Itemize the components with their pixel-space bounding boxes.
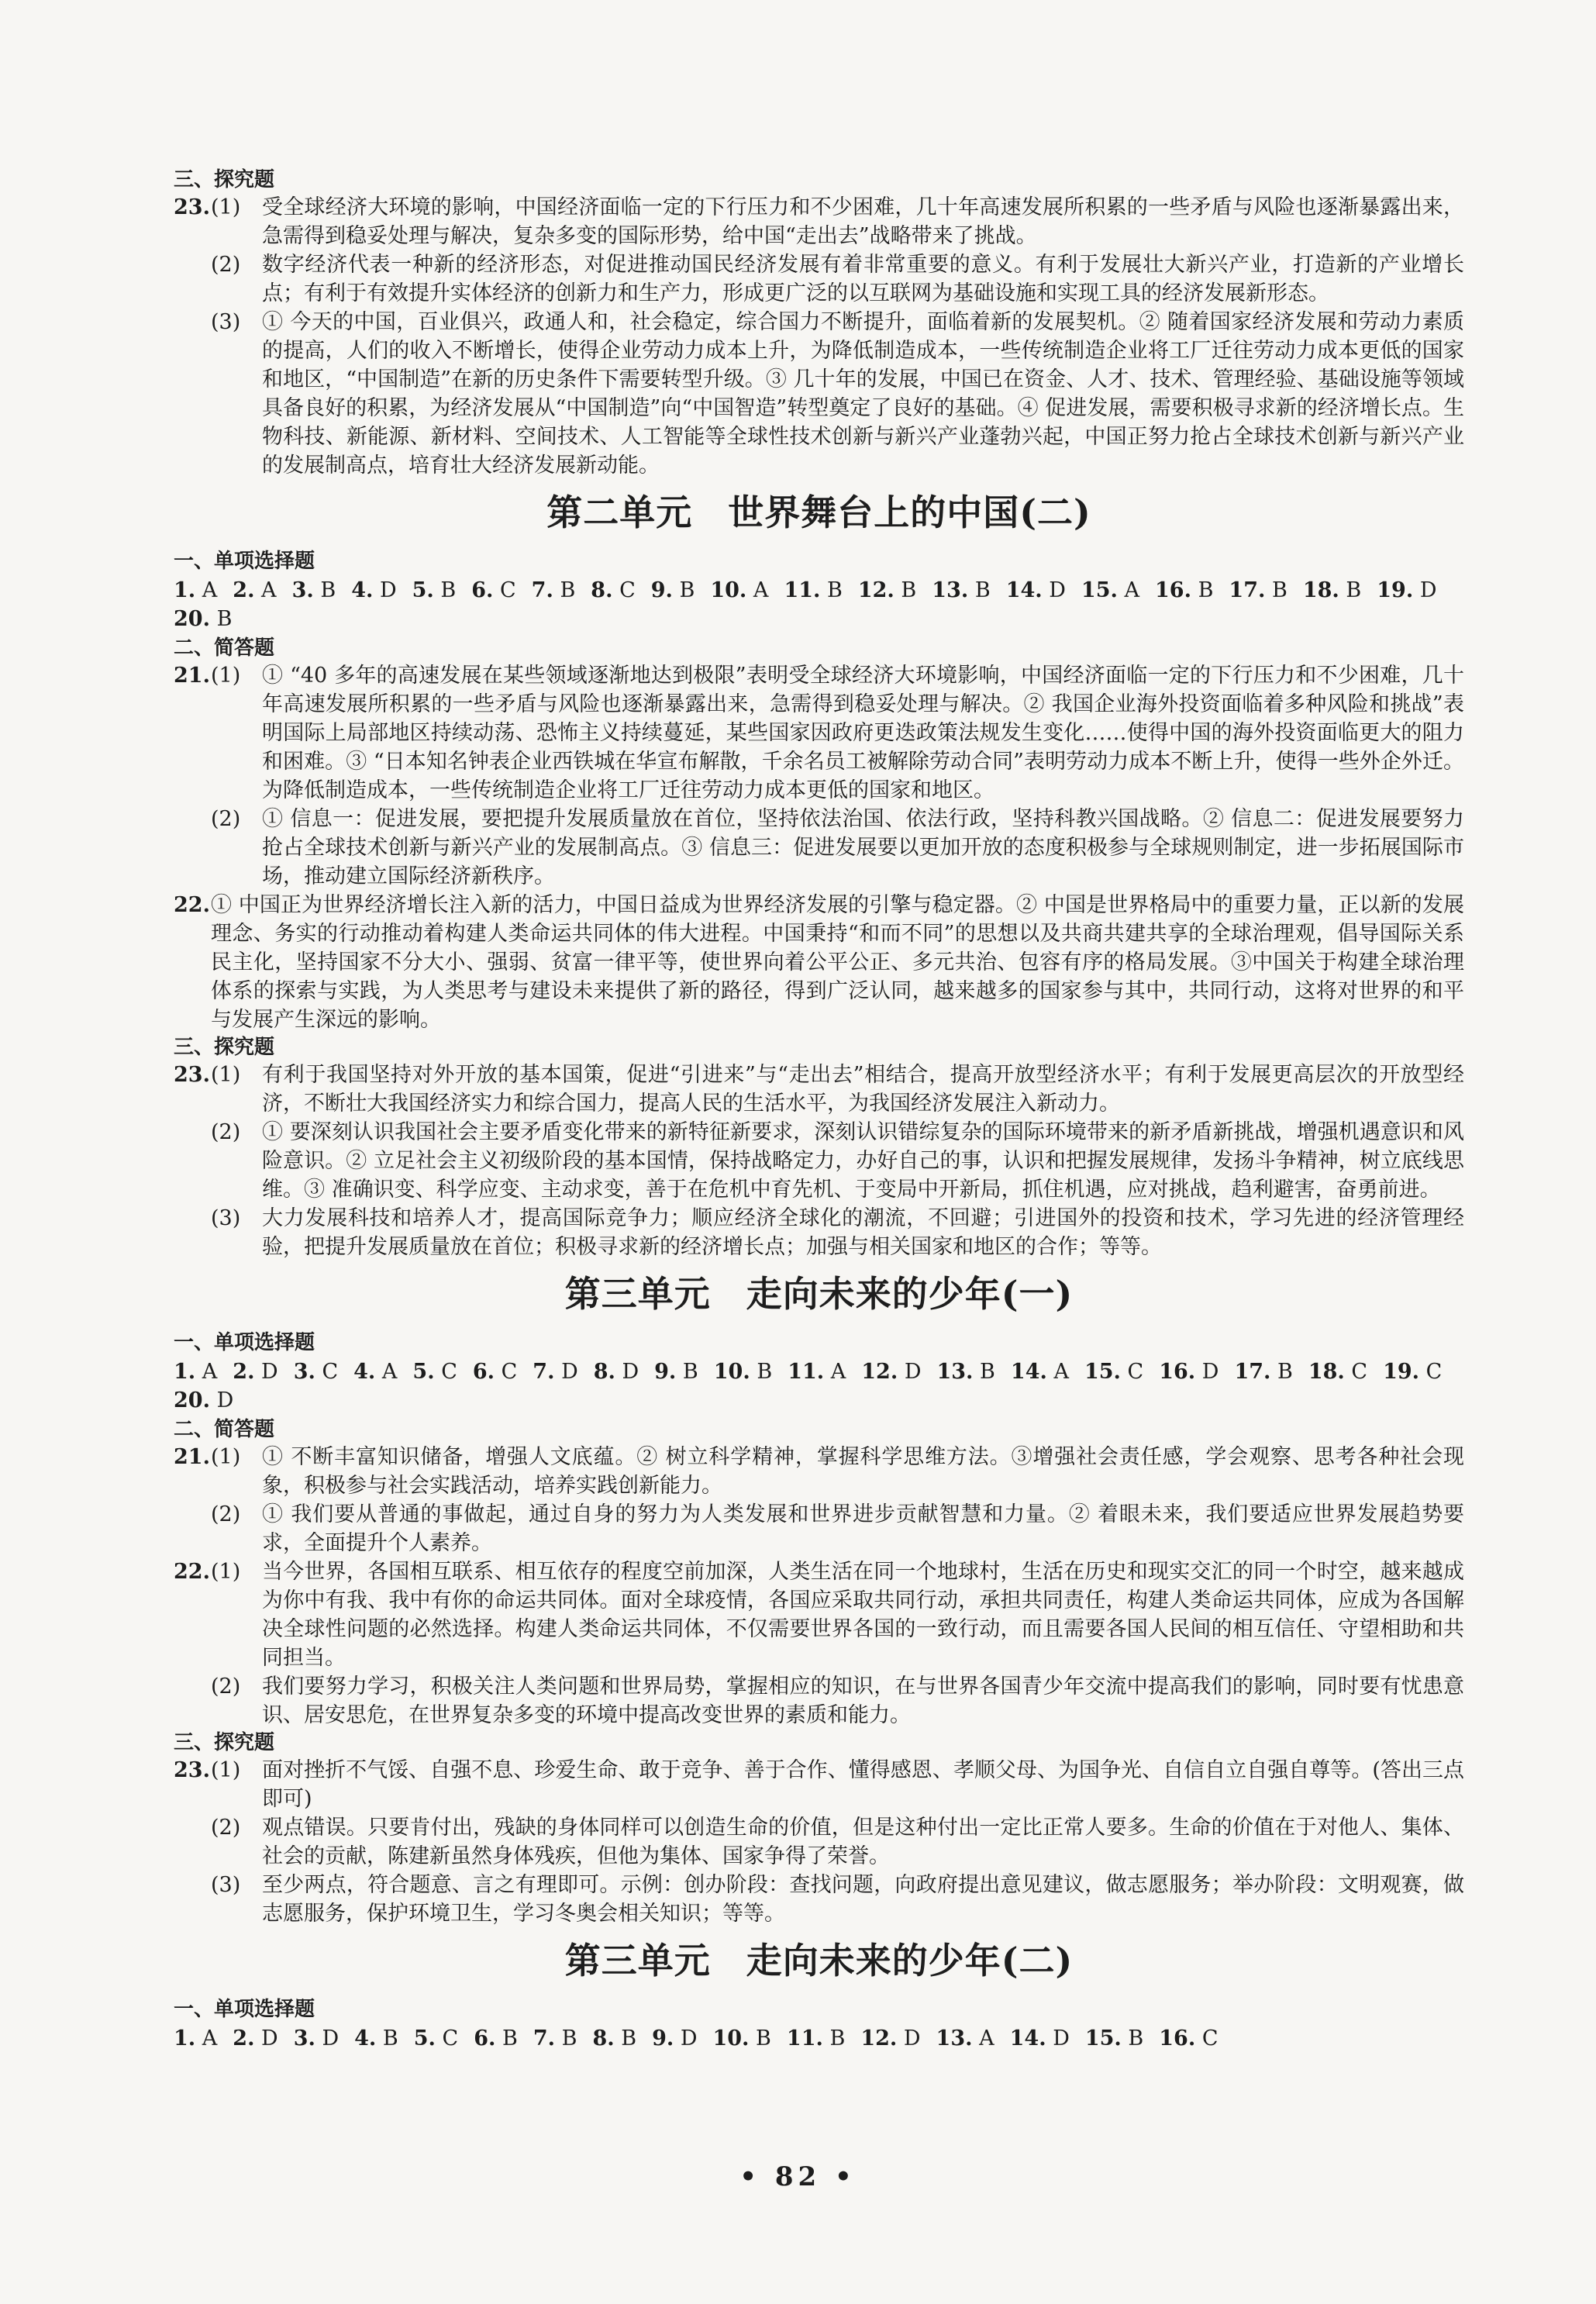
choice-answer: 16. D	[1159, 1360, 1219, 1384]
choice-answer: 14. A	[1010, 1360, 1069, 1384]
choice-answer: 9. B	[650, 578, 695, 602]
answer-part: (1) ① “40 多年的高速发展在某些领域逐渐地达到极限”表明受全球经济大环境影响，中国经济面临一定的下行压力和不少困难，几十年高速发展所积累的一些矛盾与风险也逐渐暴露出来，急需得到稳妥处理与解决。② 我国企业海外投资面临着多种风险和挑战”表明国际上局部地区持续动荡、恐怖主义持续蔓延，某些国家因政府更迭政策法规发生变化……使得中国的海外投资面临更大的阻力和困难。③ “日本知名钟表企业西铁城在华宣布解散，千余名员工被解除劳动合同”表明劳动力成本不断上升，使得一些外企外迁。为降低制造成本，一些传统制造企业将工厂迁往劳动力成本更低的国家和地区。	[211, 664, 1464, 802]
choice-answer: 11. B	[786, 2026, 846, 2050]
choice-answer: 1. A	[174, 2026, 218, 2050]
choice-answers	[174, 576, 1464, 633]
choice-answers	[174, 2024, 1464, 2053]
answer-part: (2) 我们要努力学习，积极关注人类问题和世界局势，掌握相应的知识，在与世界各国青少年交流中提高我们的影响，同时要有忧患意识、居安思危，在世界复杂多变的环境中提高改变世界的素质和能力。	[211, 1675, 1464, 1727]
question-22: 22. ① 中国正为世界经济增长注入新的活力，中国日益成为世界经济发展的引擎与稳定器。② 中国是世界格局中的重要力量，正以新的发展理念、务实的行动推动着构建人类命运共同体的伟大进程。中国秉持“和而不同”的思想以及共商共建共享的全球治理观，倡导国际关系民主化，坚持国家不分大小、强弱、贫富一律平等，使世界向着公平公正、多元共治、包容有序的格局发展。③中国关于构建全球治理体系的探索与实践，为人类思考与建设未来提供了新的路径，得到广泛认同，越来越多的国家参与其中，共同行动，这将对世界的和平与发展产生深远的影响。	[174, 891, 1464, 1034]
choice-answer: 15. A	[1081, 578, 1139, 602]
choice-answer: 3. C	[293, 1360, 339, 1384]
choice-answer: 8. C	[591, 578, 636, 602]
choice-answer: 9. B	[654, 1360, 698, 1384]
answer-part: (1) 受全球经济大环境的影响，中国经济面临一定的下行压力和不少困难，几十年高速发展所积累的一些矛盾与风险也逐渐暴露出来，急需得到稳妥处理与解决，复杂多变的国际形势，给中国“走出去”战略带来了挑战。	[211, 195, 1464, 248]
choice-answer: 6. C	[472, 1360, 518, 1384]
choice-answer: 2. D	[233, 1360, 278, 1384]
choice-answer: 18. C	[1308, 1360, 1368, 1384]
choice-answer: 19. D	[1377, 578, 1437, 602]
choice-answer: 9. D	[652, 2026, 698, 2050]
question-number: 21.	[174, 664, 210, 688]
choice-answer: 13. B	[932, 578, 991, 602]
choice-answer: 15. C	[1084, 1360, 1144, 1384]
unit-title: 第三单元 走向未来的少年(二)	[564, 1940, 1074, 1982]
question-21	[174, 661, 1464, 891]
question-22	[174, 1557, 1464, 1730]
question-23	[174, 1061, 1464, 1261]
section-heading: 二、简答题	[174, 1418, 275, 1441]
choice-answer: 8. B	[592, 2026, 637, 2050]
answer-part: (3) ① 今天的中国，百业俱兴，政通人和，社会稳定，综合国力不断提升，面临着新的发展契机。② 随着国家经济发展和劳动力素质的提高，人们的收入不断增长，使得企业劳动力成本上升，为降低制造成本，一些传统制造企业将工厂迁往劳动力成本更低的国家和地区，“中国制造”在新的历史条件下需要转型升级。③ 几十年的发展，中国已在资金、人才、技术、管理经验、基础设施等领域具备良好的积累，为经济发展从“中国制造”向“中国智造”转型奠定了良好的基础。④ 促进发展，需要积极寻求新的经济增长点。生物科技、新能源、新材料、空间技术、人工智能等全球性技术创新与新兴产业蓬勃兴起，中国正努力抢占全球技术创新与新兴产业的发展制高点，培育壮大经济发展新动能。	[211, 310, 1464, 478]
choice-answer: 4. D	[351, 578, 397, 602]
choice-answer: 2. A	[233, 578, 277, 602]
choice-answer: 16. B	[1155, 578, 1214, 602]
choice-answer: 7. B	[531, 578, 576, 602]
choice-answer: 14. D	[1009, 2026, 1070, 2050]
choice-answer: 13. B	[936, 1360, 995, 1384]
answer-part: (2) ① 信息一：促进发展，要把提升发展质量放在首位，坚持依法治国、依法行政，坚持科教兴国战略。② 信息二：促进发展要努力抢占全球技术创新与新兴产业的发展制高点。③ 信息三：促进发展要以更加开放的态度积极参与全球规则制定，进一步拓展国际市场，推动建立国际经济新秩序。	[211, 807, 1464, 888]
page-number: • 82 •	[739, 2161, 857, 2192]
answer-part: (2) 数字经济代表一种新的经济形态，对促进推动国民经济发展有着非常重要的意义。有利于发展壮大新兴产业，打造新的产业增长点；有利于有效提升实体经济的创新力和生产力，形成更广泛的以互联网为基础设施和实现工具的经济发展新形态。	[211, 253, 1464, 305]
choice-answer: 12. D	[861, 1360, 922, 1384]
section-heading: 一、单项选择题	[174, 550, 315, 573]
question-23	[174, 1756, 1464, 1928]
choice-answer: 11. A	[788, 1360, 846, 1384]
question-number: 23.	[174, 1063, 210, 1087]
answer-part: (2) ① 我们要从普通的事做起，通过自身的努力为人类发展和世界进步贡献智慧和力量。② 着眼未来，我们要适应世界发展趋势要求，全面提升个人素养。	[211, 1502, 1464, 1555]
choice-answer: 6. C	[471, 578, 516, 602]
question-23	[174, 193, 1464, 480]
choice-answer: 17. B	[1229, 578, 1287, 602]
choice-answer: 1. A	[174, 578, 218, 602]
choice-answer: 14. D	[1005, 578, 1066, 602]
answer-part: (2) ① 要深刻认识我国社会主要矛盾变化带来的新特征新要求，深刻认识错综复杂的国际环境带来的新矛盾新挑战，增强机遇意识和风险意识。② 立足社会主义初级阶段的基本国情，保持战略定力，办好自己的事，认识和把握发展规律，发扬斗争精神，树立底线思维。③ 准确识变、科学应变、主动求变，善于在危机中育先机、于变局中开新局，抓住机遇，应对挑战，趋利避害，奋勇前进。	[211, 1120, 1464, 1202]
answer-part: (1) 面对挫折不气馁、自强不息、珍爱生命、敢于竞争、善于合作、懂得感恩、孝顺父母、为国争光、自信自立自强自尊等。(答出三点即可)	[211, 1758, 1464, 1811]
choice-answer: 10. A	[710, 578, 769, 602]
choice-answer: 1. A	[174, 1360, 218, 1384]
choice-answer: 12. D	[860, 2026, 921, 2050]
question-number: 21.	[174, 1445, 210, 1469]
choice-answers	[174, 1357, 1464, 1415]
choice-answer: 10. B	[713, 1360, 773, 1384]
unit-title: 第三单元 走向未来的少年(一)	[564, 1273, 1074, 1315]
choice-answer: 13. A	[936, 2026, 994, 2050]
choice-answer: 3. D	[293, 2026, 340, 2050]
section-heading: 一、单项选择题	[174, 1998, 315, 2021]
choice-answer: 7. D	[533, 1360, 578, 1384]
choice-answer: 5. C	[412, 1360, 457, 1384]
choice-answer: 19. C	[1383, 1360, 1443, 1384]
choice-answer: 18. B	[1302, 578, 1362, 602]
question-number: 22.	[174, 1560, 210, 1584]
question-number: 23.	[174, 195, 210, 219]
choice-answer: 20. D	[174, 1388, 234, 1412]
answer-part: (3) 至少两点，符合题意、言之有理即可。示例：创办阶段：查找问题，向政府提出意见建议，做志愿服务；举办阶段：文明观赛，做志愿服务，保护环境卫生，学习冬奥会相关知识；等等。	[211, 1873, 1464, 1926]
choice-answer: 16. C	[1159, 2026, 1219, 2050]
section-heading: 一、单项选择题	[174, 1331, 315, 1354]
choice-answer: 6. B	[474, 2026, 518, 2050]
answer-part: (1) ① 不断丰富知识储备，增强人文底蕴。② 树立科学精神，掌握科学思维方法。③增强社会责任感，学会观察、思考各种社会现象，积极参与社会实践活动，培养实践创新能力。	[211, 1445, 1464, 1498]
answer-part: (3) 大力发展科技和培养人才，提高国际竞争力；顺应经济全球化的潮流，不回避；引进国外的投资和技术，学习先进的经济管理经验，把提升发展质量放在首位；积极寻求新的经济增长点；加强与相关国家和地区的合作；等等。	[211, 1206, 1464, 1259]
section-heading: 二、简答题	[174, 636, 275, 660]
choice-answer: 12. B	[857, 578, 917, 602]
answer-part: (2) 观点错误。只要肯付出，残缺的身体同样可以创造生命的价值，但是这种付出一定比正常人要多。生命的价值在于对他人、集体、社会的贡献，陈建新虽然身体残疾，但他为集体、国家争得了荣誉。	[211, 1816, 1464, 1868]
choice-answer: 5. C	[413, 2026, 459, 2050]
choice-answer: 20. B	[174, 607, 233, 631]
choice-answer: 4. A	[353, 1360, 398, 1384]
section-heading: 三、探究题	[174, 1731, 275, 1754]
question-21	[174, 1443, 1464, 1557]
choice-answer: 7. B	[533, 2026, 577, 2050]
section-heading: 三、探究题	[174, 168, 275, 191]
choice-answer: 2. D	[233, 2026, 278, 2050]
choice-answer: 4. B	[354, 2026, 398, 2050]
choice-answer: 3. B	[291, 578, 336, 602]
choice-answer: 17. B	[1234, 1360, 1293, 1384]
choice-answer: 11. B	[784, 578, 843, 602]
unit-title: 第二单元 世界舞台上的中国(二)	[546, 491, 1091, 533]
answer-part: (1) 有利于我国坚持对外开放的基本国策，促进“引进来”与“走出去”相结合，提高开放型经济水平；有利于发展更高层次的开放型经济，不断壮大我国经济实力和综合国力，提高人民的生活水平，为我国经济发展注入新动力。	[211, 1063, 1464, 1116]
question-number: 23.	[174, 1758, 210, 1782]
question-number: 22.	[174, 893, 210, 917]
choice-answer: 8. D	[593, 1360, 639, 1384]
answer-part: (1) 当今世界，各国相互联系、相互依存的程度空前加深，人类生活在同一个地球村，生活在历史和现实交汇的同一个时空，越来越成为你中有我、我中有你的命运共同体。面对全球疫情，各国应采取共同行动，承担共同责任，构建人类命运共同体，应成为各国解决全球性问题的必然选择。构建人类命运共同体，不仅需要世界各国的一致行动，而且需要各国人民间的相互信任、守望相助和共同担当。	[211, 1560, 1464, 1670]
section-heading: 三、探究题	[174, 1036, 275, 1059]
choice-answer: 15. B	[1084, 2026, 1144, 2050]
choice-answer: 5. B	[412, 578, 457, 602]
choice-answer: 10. B	[712, 2026, 771, 2050]
